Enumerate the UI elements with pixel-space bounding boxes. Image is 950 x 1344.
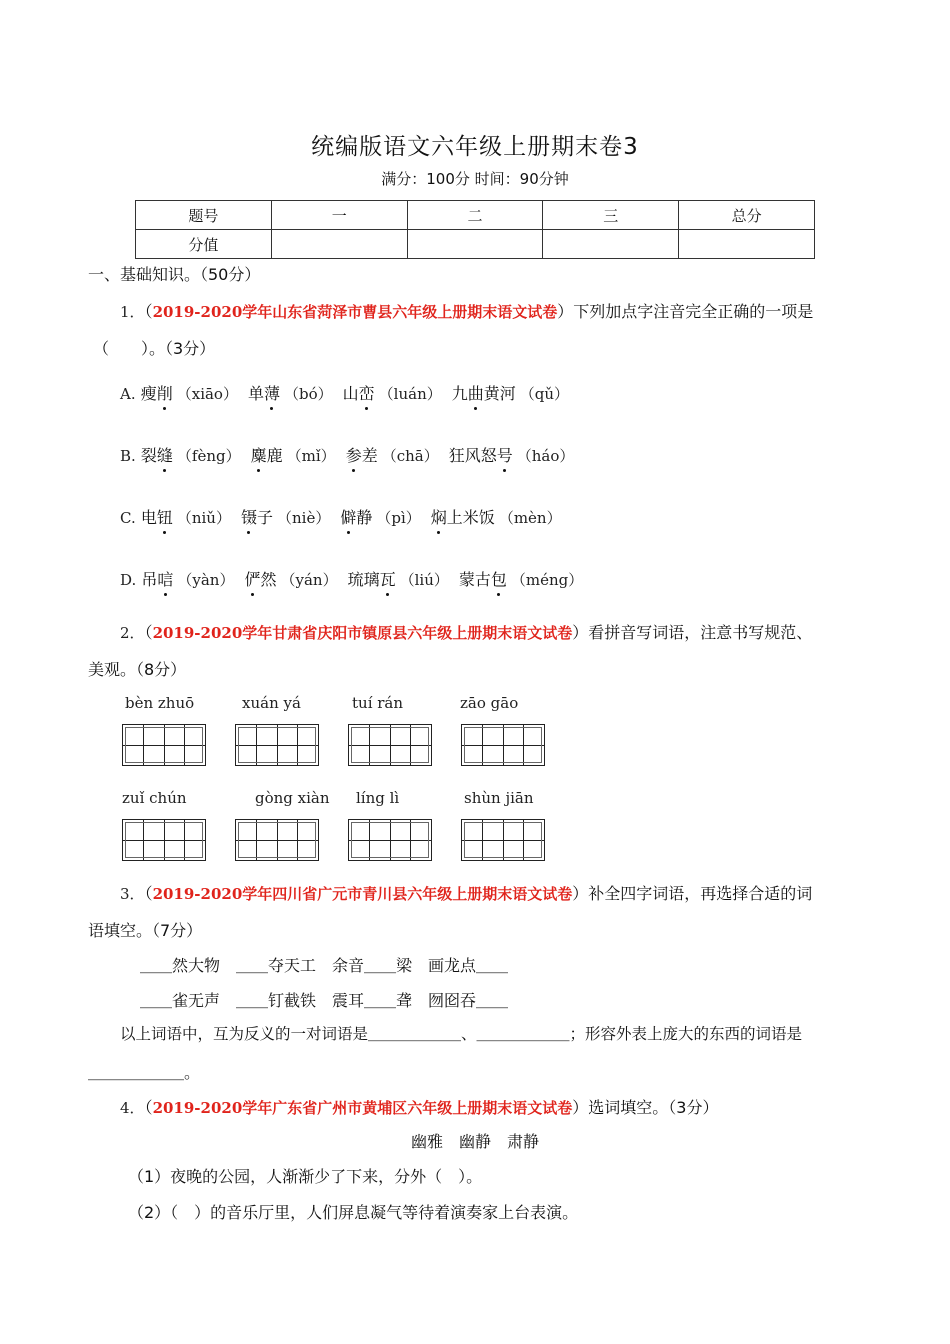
option-c[interactable]: C. 电钮 （niǔ） 镊子 （niè） 僻静 （pì） 焖上米饭 （mèn） <box>120 505 572 528</box>
fill-in-line[interactable]: ＿＿＿＿＿＿。 <box>88 1063 201 1082</box>
option-a[interactable]: A. 瘦削 （xiāo） 单薄 （bó） 山峦 （luán） 九曲黄河 （qǔ） <box>120 381 579 404</box>
dotted-char: 俨 <box>244 567 260 590</box>
dotted-char: 僻 <box>340 505 356 528</box>
table-cell: 分值 <box>136 230 272 259</box>
fill-in-line[interactable]: 以上词语中，互为反义的一对词语是＿＿＿＿＿＿、＿＿＿＿＿＿；形容外表上庞大的东西的词语是 <box>120 1025 803 1043</box>
option-d[interactable]: D. 吊唁 （yàn） 俨然 （yán） 琉璃瓦 （liú） 蒙古包 （méng） <box>120 567 593 590</box>
question-source: 2019-2020学年山东省菏泽市曹县六年级上册期末语文试卷 <box>152 303 558 321</box>
dotted-char: 唁 <box>157 567 173 590</box>
question-1-line2: （ ）。（3分） <box>93 339 216 358</box>
pinyin-label: gòng xiàn <box>255 789 330 807</box>
question-number: 3． <box>120 885 145 903</box>
dotted-char: 削 <box>157 381 173 404</box>
question-number: 1． <box>120 303 145 321</box>
pinyin-label: xuán yá <box>242 694 301 712</box>
pinyin-label: tuí rán <box>352 694 404 712</box>
section-heading: 一、基础知识。（50分） <box>88 265 261 284</box>
writing-grid[interactable] <box>348 724 432 766</box>
pinyin-label: shùn jiān <box>464 789 534 807</box>
table-cell[interactable] <box>679 230 815 259</box>
option-b[interactable]: B. 裂缝 （fèng） 麋鹿 （mǐ） 参差 （chā） 狂风怒号 （háo） <box>120 443 584 466</box>
dotted-char: 参 <box>346 443 362 466</box>
dotted-char: 薄 <box>264 381 280 404</box>
writing-grid[interactable] <box>122 724 206 766</box>
question-4-line1: 4．（2019-2020学年广东省广州市黄埔区六年级上册期末语文试卷）选词填空。（3分） <box>120 1098 719 1117</box>
table-cell: 一 <box>271 201 407 230</box>
question-2-line1: 2．（2019-2020学年甘肃省庆阳市镇原县六年级上册期末语文试卷）看拼音写词语，注意书写规范、 <box>120 623 813 642</box>
writing-grid[interactable] <box>461 819 545 861</box>
dotted-char: 包 <box>491 567 507 590</box>
dotted-char: 焖 <box>431 505 447 528</box>
question-1-line1: 1．（2019-2020学年山东省菏泽市曹县六年级上册期末语文试卷）下列加点字注音完全正确的一项是 <box>120 302 814 321</box>
page-subtitle: 满分：100分 时间：90分钟 <box>381 170 569 188</box>
question-number: 4． <box>120 1099 145 1117</box>
table-cell[interactable] <box>407 230 543 259</box>
question-number: 2． <box>120 624 145 642</box>
table-cell[interactable] <box>543 230 679 259</box>
pinyin-label: bèn zhuō <box>125 694 195 712</box>
writing-grid[interactable] <box>348 819 432 861</box>
dotted-char: 麋 <box>251 443 267 466</box>
idiom-row[interactable]: ＿＿雀无声 ＿＿钉截铁 震耳＿＿聋 囫囵吞＿＿ <box>140 991 509 1010</box>
page-title: 统编版语文六年级上册期末卷3 <box>311 134 639 160</box>
table-cell[interactable] <box>271 230 407 259</box>
table-row <box>136 201 815 230</box>
dotted-char: 瓦 <box>380 567 396 590</box>
pinyin-label: líng lì <box>356 789 400 807</box>
table-cell: 总分 <box>679 201 815 230</box>
question-source: 2019-2020学年甘肃省庆阳市镇原县六年级上册期末语文试卷 <box>152 624 573 642</box>
question-3-line2: 语填空。（7分） <box>88 921 203 940</box>
sentence-1[interactable]: （1）夜晚的公园，人渐渐少了下来，分外（ ）。 <box>128 1167 483 1186</box>
table-cell: 题号 <box>136 201 272 230</box>
writing-grid[interactable] <box>235 724 319 766</box>
table-row <box>136 230 815 259</box>
writing-grid[interactable] <box>235 819 319 861</box>
idiom-row[interactable]: ＿＿然大物 ＿＿夺天工 余音＿＿梁 画龙点＿＿ <box>140 956 509 975</box>
dotted-char: 缝 <box>157 443 173 466</box>
question-3-line1: 3．（2019-2020学年四川省广元市青川县六年级上册期末语文试卷）补全四字词语，再选择合适的词 <box>120 884 813 903</box>
table-cell: 三 <box>543 201 679 230</box>
table-cell: 二 <box>407 201 543 230</box>
question-2-line2: 美观。（8分） <box>88 660 187 679</box>
dotted-char: 钮 <box>157 505 173 528</box>
question-source: 2019-2020学年广东省广州市黄埔区六年级上册期末语文试卷 <box>152 1099 573 1117</box>
dotted-char: 峦 <box>359 381 375 404</box>
writing-grid[interactable] <box>122 819 206 861</box>
pinyin-label: zuǐ chún <box>122 789 187 807</box>
question-source: 2019-2020学年四川省广元市青川县六年级上册期末语文试卷 <box>152 885 573 903</box>
word-choices: 幽雅 幽静 肃静 <box>410 1132 539 1151</box>
dotted-char: 镊 <box>241 505 257 528</box>
sentence-2[interactable]: （2）（ ）的音乐厅里，人们屏息凝气等待着演奏家上台表演。 <box>128 1203 579 1222</box>
writing-grid[interactable] <box>461 724 545 766</box>
score-table <box>135 200 815 259</box>
dotted-char: 曲 <box>468 381 484 404</box>
dotted-char: 号 <box>497 443 513 466</box>
pinyin-label: zāo gāo <box>460 694 519 712</box>
